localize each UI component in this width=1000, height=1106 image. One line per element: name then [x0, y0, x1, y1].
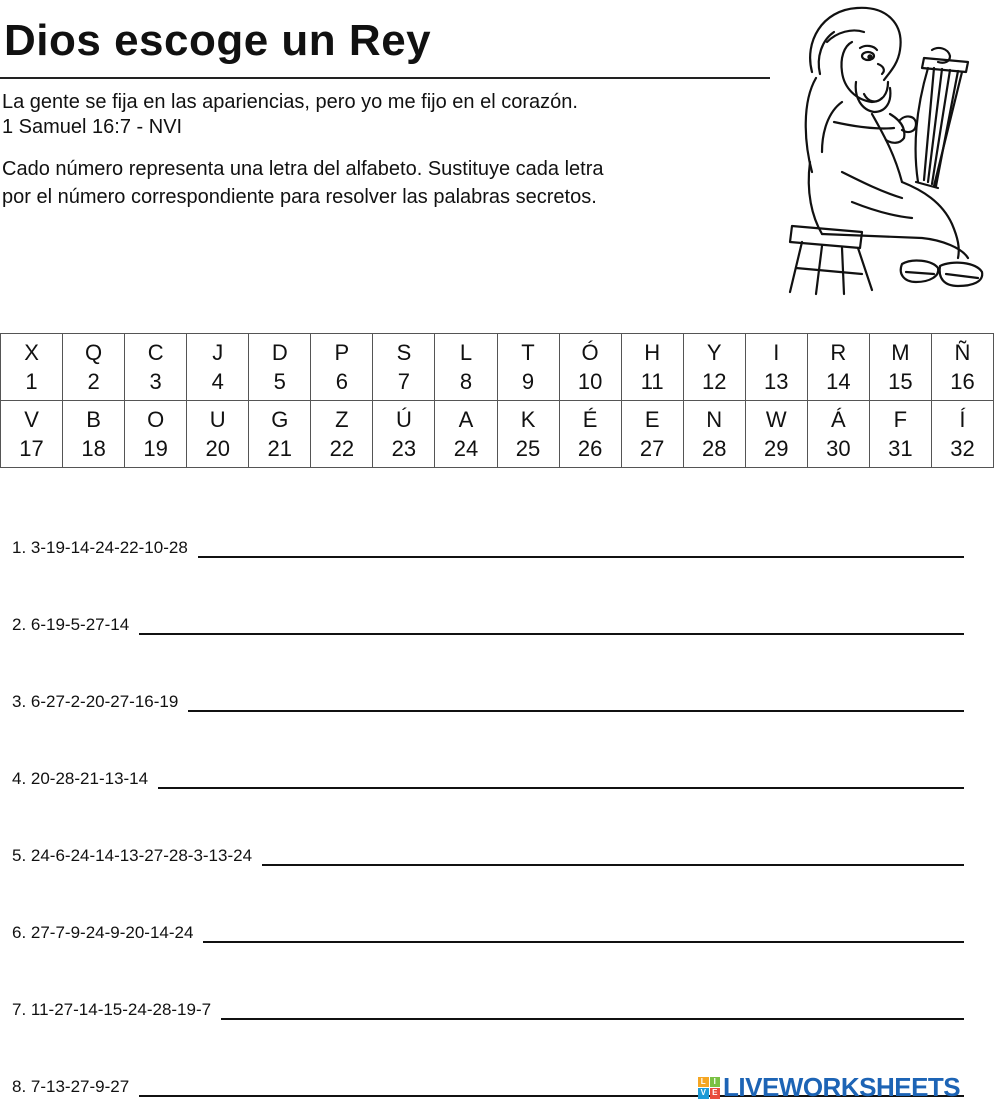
cipher-number: 28: [701, 436, 727, 461]
puzzle-item: [12, 686, 964, 712]
cipher-number: 20: [205, 436, 230, 461]
cipher-cell: [249, 334, 311, 401]
cipher-cell: [249, 401, 311, 468]
cipher-number: 15: [888, 369, 913, 394]
brand-text: LIVEWORKSHEETS: [723, 1072, 961, 1102]
cipher-row-2: [1, 401, 994, 468]
cipher-number: 4: [211, 369, 224, 394]
cipher-number: 13: [764, 369, 789, 394]
cipher-number: 5: [273, 369, 286, 394]
cipher-letter: É: [582, 407, 598, 432]
logo-letter: V: [698, 1088, 709, 1099]
cipher-cell: [931, 334, 993, 401]
cipher-cell: [621, 401, 683, 468]
cipher-cell: [559, 401, 621, 468]
cipher-letter: B: [86, 407, 101, 432]
cipher-letter: H: [644, 340, 661, 365]
cipher-letter: W: [765, 407, 787, 432]
worksheet-title: Dios escoge un Rey: [4, 16, 432, 65]
cipher-number: 25: [515, 436, 541, 461]
puzzle-item: [12, 609, 964, 635]
cipher-cell: [869, 334, 931, 401]
title-underline: [0, 77, 770, 79]
liveworksheets-brand[interactable]: [698, 1072, 960, 1103]
cipher-cell: [497, 334, 559, 401]
cipher-cell: [807, 334, 869, 401]
cipher-cell: [807, 401, 869, 468]
answer-input[interactable]: [198, 534, 964, 558]
cipher-number: 27: [639, 436, 665, 461]
logo-letter: L: [698, 1077, 709, 1088]
cipher-letter: S: [396, 340, 412, 365]
cipher-cell: [435, 334, 497, 401]
cipher-row-1: [1, 334, 994, 401]
cipher-cell: [63, 334, 125, 401]
cipher-letter: Á: [831, 407, 846, 432]
cipher-number: 11: [640, 369, 664, 394]
cipher-cell: [311, 401, 373, 468]
cipher-number: 24: [453, 436, 479, 461]
puzzle-item: [12, 840, 964, 866]
david-playing-harp-icon: [782, 2, 990, 298]
cipher-letter: J: [212, 340, 224, 365]
cipher-number: 32: [950, 436, 975, 461]
cipher-number: 19: [143, 436, 168, 461]
cipher-letter: E: [644, 407, 660, 432]
cipher-number: 8: [459, 369, 473, 394]
instructions-line-1: Cado número representa una letra del alfabeto. Sustituye cada letra: [2, 158, 604, 180]
puzzle-item: [12, 532, 964, 558]
puzzle-item: [12, 763, 964, 789]
puzzle-code: 8. 7-13-27-9-27: [12, 1077, 130, 1096]
cipher-letter: Ó: [581, 340, 599, 365]
cipher-letter: O: [147, 407, 165, 432]
cipher-cell: [373, 401, 435, 468]
cipher-cell: [187, 401, 249, 468]
cipher-cell: [1, 334, 63, 401]
cipher-letter: K: [520, 407, 536, 432]
cipher-number: 21: [267, 436, 293, 461]
cipher-cell: [683, 334, 745, 401]
cipher-cell: [373, 334, 435, 401]
puzzle-code: 6. 27-7-9-24-9-20-14-24: [12, 923, 194, 942]
answer-input[interactable]: [139, 611, 964, 635]
cipher-cell: [1, 401, 63, 468]
cipher-letter: G: [271, 407, 289, 432]
instructions-line-2: por el número correspondiente para resolver las palabras secretos.: [2, 186, 597, 208]
cipher-letter: D: [271, 340, 288, 365]
cipher-number: 14: [826, 369, 851, 394]
puzzle-item: [12, 917, 964, 943]
answer-input[interactable]: [158, 765, 964, 789]
puzzle-code: 7. 11-27-14-15-24-28-19-7: [12, 1000, 212, 1019]
cipher-letter: U: [209, 407, 226, 432]
cipher-letter: M: [891, 340, 910, 365]
cipher-number: 2: [87, 369, 100, 394]
cipher-letter: L: [459, 340, 473, 365]
cipher-letter: Z: [335, 407, 349, 432]
cipher-number: 17: [19, 436, 44, 461]
puzzle-code: 5. 24-6-24-14-13-27-28-3-13-24: [12, 846, 253, 865]
cipher-cell: [63, 401, 125, 468]
answer-input[interactable]: [203, 919, 964, 943]
answer-input[interactable]: [262, 842, 964, 866]
cipher-letter: N: [706, 407, 723, 432]
cipher-cell: [745, 401, 807, 468]
cipher-letter: V: [24, 407, 39, 432]
cipher-letter: T: [521, 340, 535, 365]
cipher-letter: F: [893, 407, 908, 432]
cipher-cell: [683, 401, 745, 468]
answer-input[interactable]: [221, 996, 964, 1020]
cipher-number: 1: [25, 369, 38, 394]
cipher-number: 31: [888, 436, 913, 461]
cipher-cell: [311, 334, 373, 401]
cipher-cell: [745, 334, 807, 401]
cipher-letter: X: [24, 340, 39, 365]
puzzle-code: 4. 20-28-21-13-14: [12, 769, 149, 788]
cipher-number: 18: [81, 436, 106, 461]
answer-input[interactable]: [188, 688, 964, 712]
cipher-number: 10: [577, 369, 603, 394]
cipher-number: 22: [329, 436, 355, 461]
cipher-cell: [187, 334, 249, 401]
cipher-letter: I: [773, 340, 780, 365]
cipher-number: 29: [764, 436, 789, 461]
cipher-letter: Q: [85, 340, 103, 365]
puzzle-code: 2. 6-19-5-27-14: [12, 615, 130, 634]
cipher-number: 16: [950, 369, 975, 394]
cipher-letter: R: [830, 340, 847, 365]
cipher-cell: [931, 401, 993, 468]
cipher-cell: [125, 334, 187, 401]
cipher-number: 12: [701, 369, 727, 394]
cipher-number: 7: [397, 369, 411, 394]
cipher-number: 26: [577, 436, 603, 461]
cipher-number: 23: [391, 436, 417, 461]
cipher-cell: [497, 401, 559, 468]
puzzle-item: [12, 994, 964, 1020]
liveworksheets-logo-icon: [698, 1077, 720, 1099]
cipher-letter: A: [458, 407, 474, 432]
verse-reference: 1 Samuel 16:7 - NVI: [2, 116, 183, 138]
cipher-number: 9: [521, 369, 535, 394]
logo-letter: E: [710, 1088, 721, 1099]
cipher-number: 6: [335, 369, 348, 394]
cipher-table: [0, 333, 994, 468]
cipher-letter: C: [147, 340, 164, 365]
cipher-number: 3: [149, 369, 162, 394]
cipher-letter: Ñ: [954, 340, 971, 365]
puzzle-code: 3. 6-27-2-20-27-16-19: [12, 692, 179, 711]
puzzle-code: 1. 3-19-14-24-22-10-28: [12, 538, 188, 557]
cipher-cell: [559, 334, 621, 401]
cipher-number: 30: [826, 436, 851, 461]
cipher-letter: Í: [959, 407, 966, 432]
cipher-letter: Ú: [395, 407, 412, 432]
cipher-cell: [621, 334, 683, 401]
cipher-letter: Y: [706, 340, 722, 365]
logo-letter: I: [710, 1077, 721, 1088]
cipher-cell: [125, 401, 187, 468]
cipher-cell: [435, 401, 497, 468]
cipher-letter: P: [334, 340, 350, 365]
cipher-cell: [869, 401, 931, 468]
bible-verse: [2, 90, 578, 140]
instructions: [2, 155, 782, 211]
verse-text: La gente se fija en las apariencias, pero yo me fijo en el corazón.: [2, 91, 578, 113]
